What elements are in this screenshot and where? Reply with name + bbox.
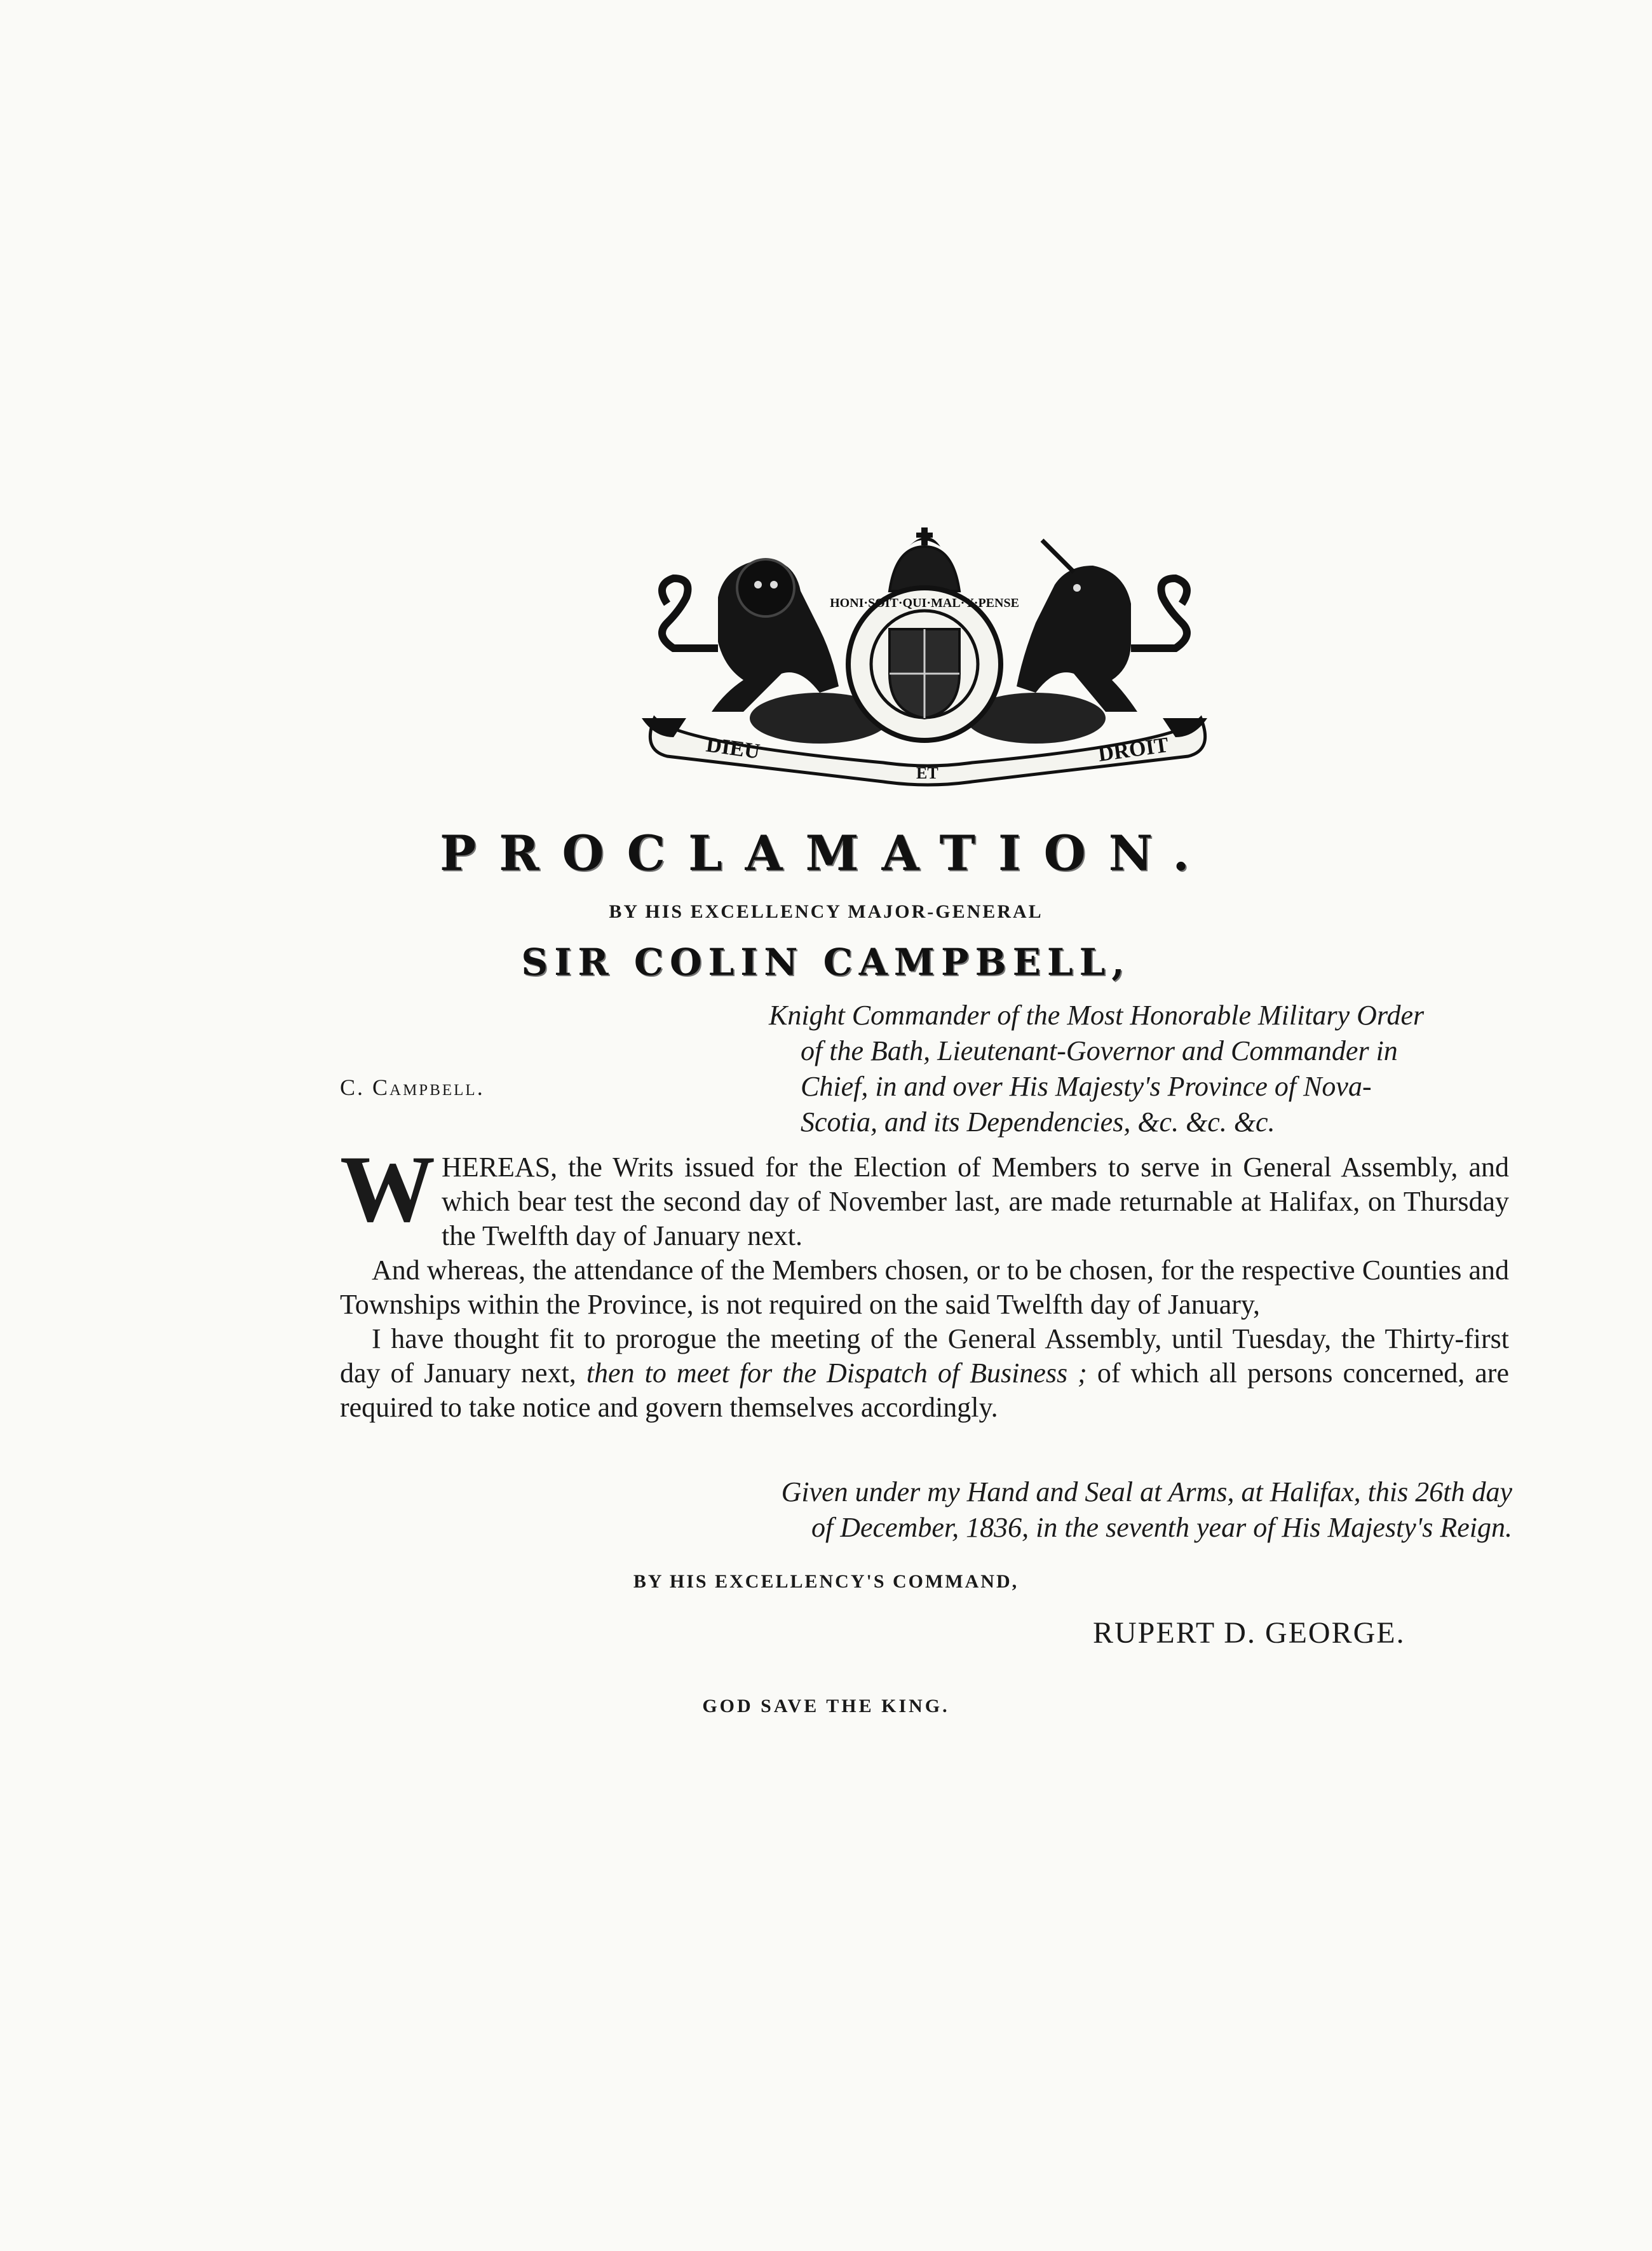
crown-icon bbox=[890, 527, 959, 591]
governor-titles bbox=[769, 998, 1506, 1140]
god-save-the-king: GOD SAVE THE KING. bbox=[702, 1696, 950, 1717]
title-line: of the Bath, Lieutenant-Governor and Commander in bbox=[801, 1035, 1398, 1066]
given-line: Given under my Hand and Seal at Arms, at Halifax, this 26th day bbox=[781, 1476, 1512, 1507]
garter-shield bbox=[848, 588, 1001, 740]
title-line: Chief, in and over His Majesty's Province of Nova- bbox=[801, 1071, 1372, 1102]
proclamation-body bbox=[340, 1136, 1509, 1425]
secretary-signature: RUPERT D. GEORGE. bbox=[1093, 1616, 1405, 1650]
given-under-hand bbox=[661, 1474, 1512, 1546]
proclamation-title: PROCLAMATION. bbox=[440, 825, 1212, 881]
motto-et: ET bbox=[916, 764, 938, 782]
paragraph-2: And whereas, the attendance of the Members chosen, or to be chosen, for the respective Counties and Townships within the Province, is not required on the said Twelfth day of January, bbox=[340, 1255, 1509, 1320]
governor-name: SIR COLIN CAMPBELL, bbox=[521, 941, 1131, 984]
lion-supporter bbox=[662, 559, 839, 712]
drop-cap: W bbox=[340, 1136, 435, 1242]
motto-droit: DROIT bbox=[1096, 733, 1170, 766]
by-command: BY HIS EXCELLENCY'S COMMAND, bbox=[633, 1571, 1019, 1592]
title-line: Scotia, and its Dependencies, &c. &c. &c. bbox=[801, 1106, 1275, 1138]
paragraph-1: WHEREAS, the Writs issued for the Election of Members to serve in General Assembly, and which bear test the second day of November last, are made returnable at Halifax, on Thursday the Twelfth day of January next. bbox=[340, 1136, 1509, 1251]
royal-coat-of-arms bbox=[629, 527, 1220, 801]
title-line: Knight Commander of the Most Honorable Military Order bbox=[769, 1000, 1425, 1031]
byline: BY HIS EXCELLENCY MAJOR-GENERAL bbox=[609, 901, 1043, 922]
motto-dieu: DIEU bbox=[704, 733, 762, 764]
signature-left: C. Campbell. bbox=[340, 1075, 485, 1100]
garter-motto: HONI·SOIT·QUI·MAL·Y·PENSE bbox=[830, 596, 1019, 610]
unicorn-supporter bbox=[1017, 540, 1187, 712]
paragraph-3: I have thought fit to prorogue the meeting of the General Assembly, until Tuesday, the Thirty-first day of January next, then to meet for the Dispatch of Business ; of which all persons concerned, are required to take notice and govern themselves accordingly. bbox=[340, 1323, 1509, 1423]
given-line: of December, 1836, in the seventh year of His Majesty's Reign. bbox=[811, 1512, 1512, 1543]
